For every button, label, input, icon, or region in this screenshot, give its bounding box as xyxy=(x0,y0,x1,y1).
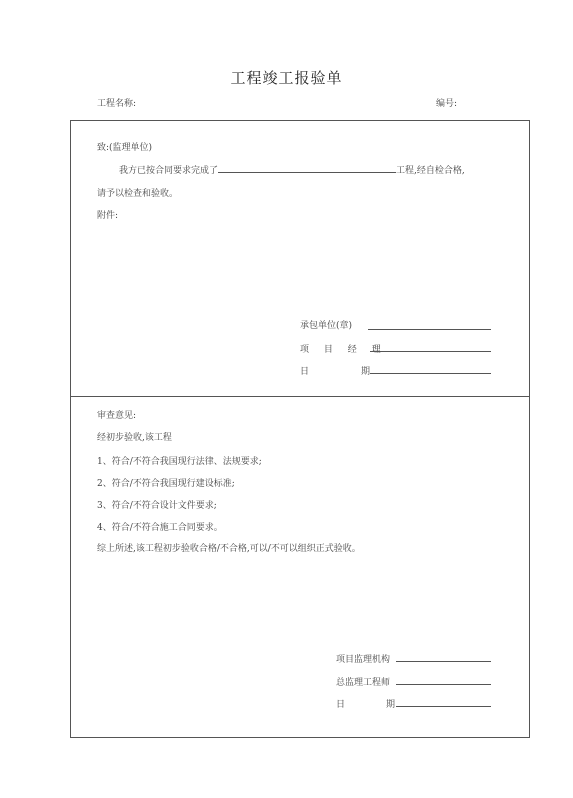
date-label-left: 日 xyxy=(336,700,346,710)
criterion-item: 1、符合/不符合我国现行法律、法规要求; xyxy=(97,457,262,467)
addressee-line: 致:(监理单位) xyxy=(97,143,153,153)
manager-label: 项 目 经 理 xyxy=(300,345,387,355)
attachment-label: 附件: xyxy=(97,211,119,221)
date-sign-line[interactable] xyxy=(370,373,491,374)
number-label: 编号: xyxy=(436,99,458,109)
opinion-label: 审查意见: xyxy=(97,411,137,421)
criterion-item: 4、符合/不符合施工合同要求。 xyxy=(97,523,223,533)
project-name-blank[interactable] xyxy=(218,163,396,173)
date-label-left: 日 xyxy=(300,367,310,377)
page-title: 工程竣工报验单 xyxy=(230,69,343,87)
conclusion-line: 综上所述,该工程初步验收合格/不合格,可以/不可以组织正式验收。 xyxy=(97,544,361,554)
completion-suffix: 工程,经自检合格, xyxy=(396,166,465,176)
chief-engineer-label: 总监理工程师 xyxy=(336,678,391,688)
manager-sign-line[interactable] xyxy=(370,351,491,352)
project-name-label: 工程名称: xyxy=(97,99,137,109)
request-line: 请予以检查和验收。 xyxy=(97,189,179,199)
date-label-right: 期 xyxy=(386,700,396,710)
contractor-label: 承包单位(章) xyxy=(300,321,353,331)
date-label-right: 期 xyxy=(361,367,371,377)
criterion-item: 2、符合/不符合我国现行建设标准; xyxy=(97,479,235,489)
form-frame xyxy=(70,120,530,738)
chief-engineer-sign-line[interactable] xyxy=(396,684,491,685)
inspection-intro: 经初步验收,该工程 xyxy=(97,433,172,443)
completion-prefix: 我方已按合同要求完成了 xyxy=(119,166,219,176)
criterion-item: 3、符合/不符合设计文件要求; xyxy=(97,501,217,511)
contractor-sign-line[interactable] xyxy=(368,329,491,330)
agency-label: 项目监理机构 xyxy=(336,655,391,665)
agency-sign-line[interactable] xyxy=(396,661,491,662)
completion-statement xyxy=(119,163,465,176)
section-divider xyxy=(70,396,530,397)
date-sign-line[interactable] xyxy=(396,706,491,707)
